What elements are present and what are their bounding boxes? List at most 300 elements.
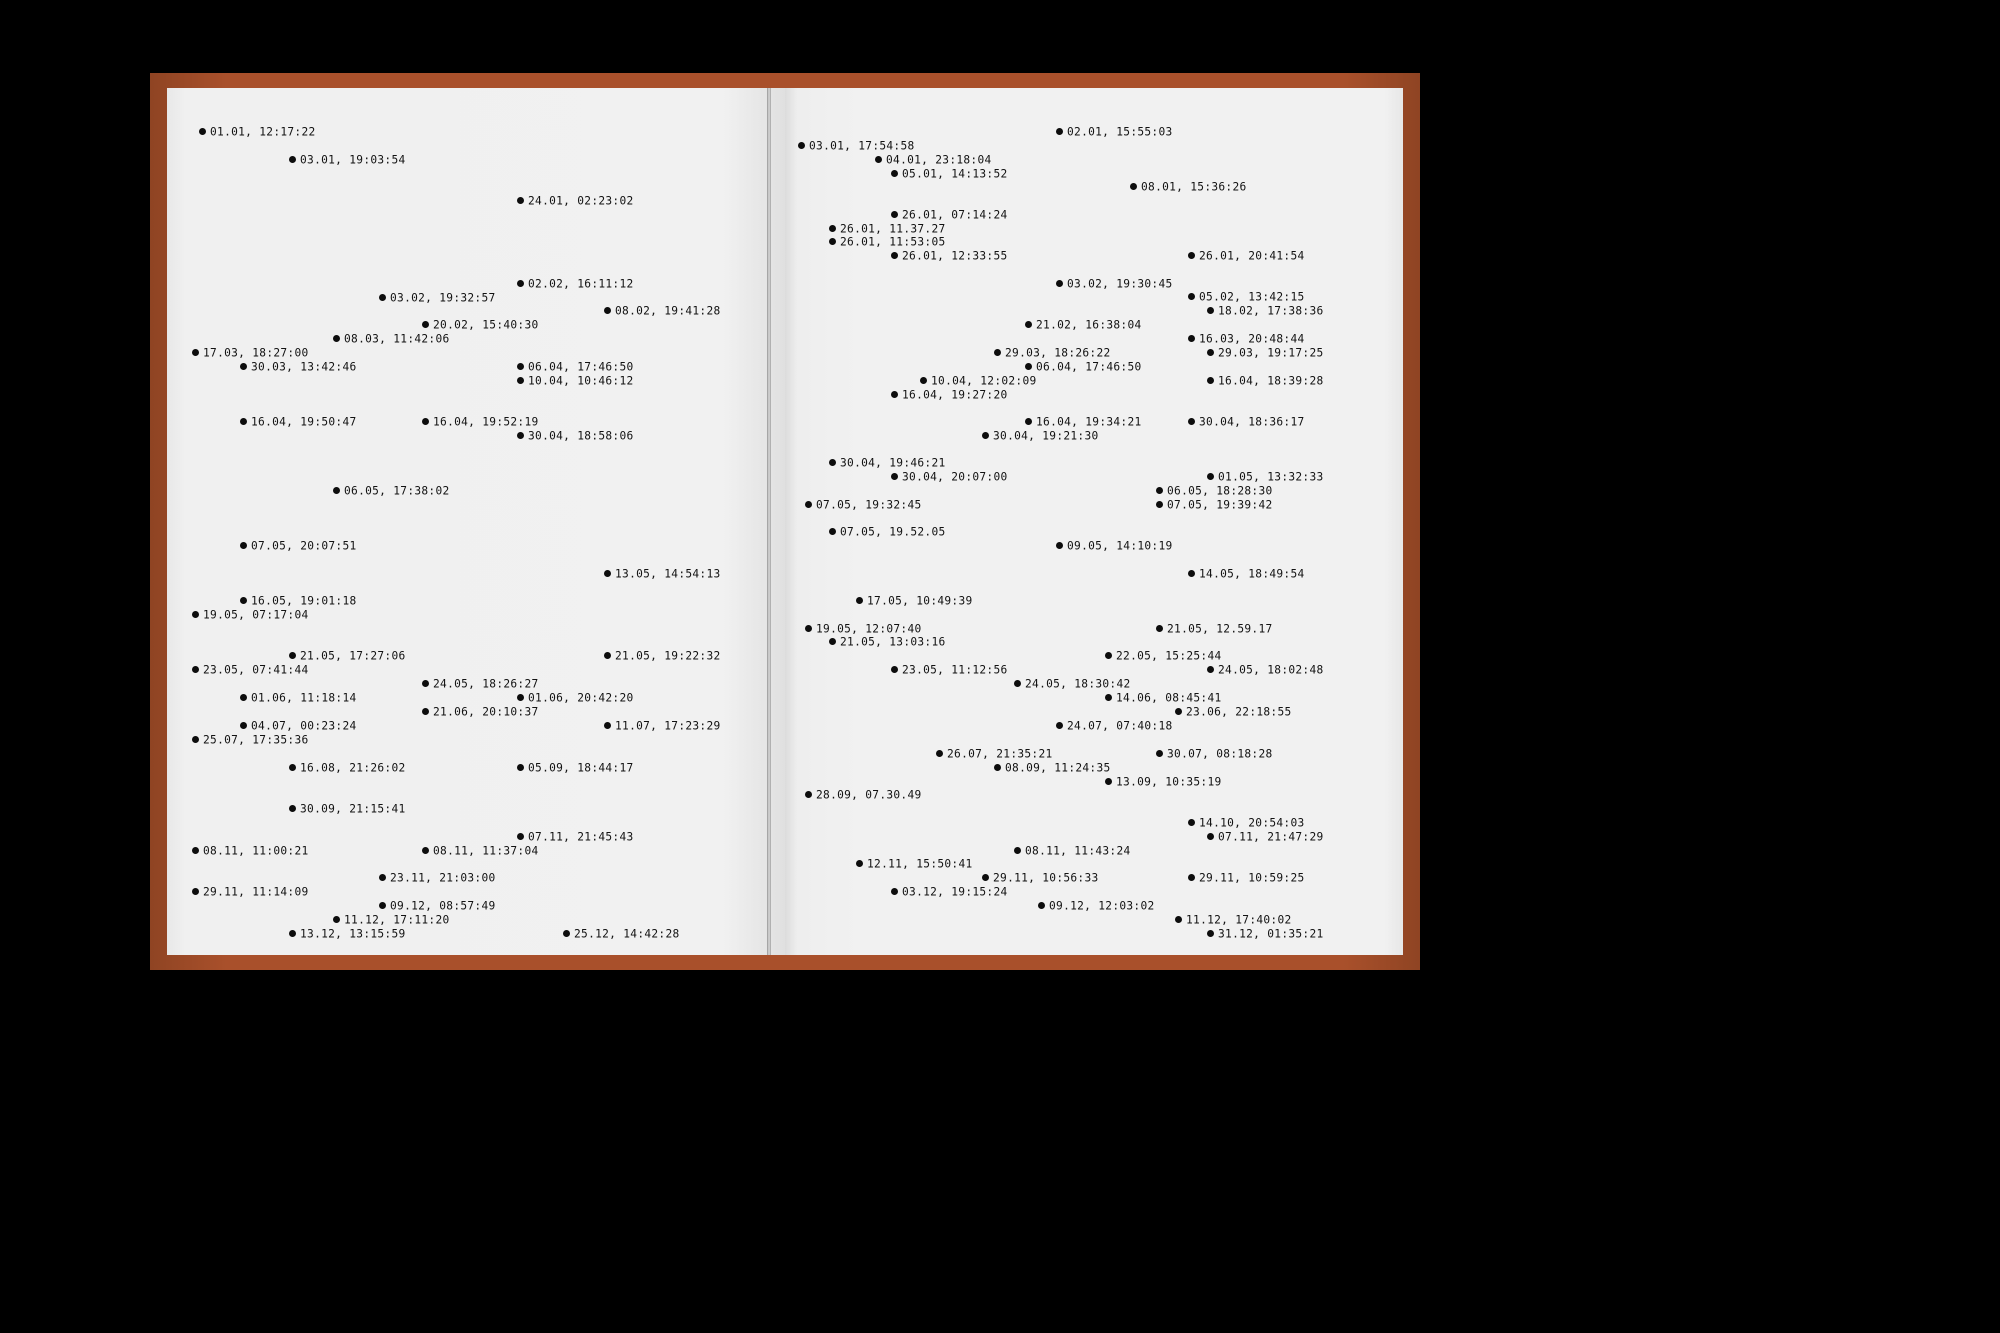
bullet-dot-icon bbox=[1207, 930, 1214, 937]
bullet-dot-icon bbox=[829, 528, 836, 535]
timestamp-entry bbox=[1025, 361, 1142, 373]
bullet-dot-icon bbox=[517, 833, 524, 840]
timestamp-label: 07.05, 19.52.05 bbox=[840, 525, 946, 539]
timestamp-label: 18.02, 17:38:36 bbox=[1218, 304, 1324, 318]
timestamp-entry bbox=[1188, 568, 1305, 580]
bullet-dot-icon bbox=[604, 570, 611, 577]
timestamp-label: 03.12, 19:15:24 bbox=[902, 885, 1008, 899]
bullet-dot-icon bbox=[856, 860, 863, 867]
bullet-dot-icon bbox=[1207, 833, 1214, 840]
timestamp-entry bbox=[1207, 471, 1324, 483]
timestamp-entry bbox=[1056, 540, 1173, 552]
bullet-dot-icon bbox=[936, 750, 943, 757]
bullet-dot-icon bbox=[1188, 570, 1195, 577]
timestamp-entry bbox=[517, 361, 634, 373]
timestamp-entry bbox=[1156, 623, 1273, 635]
timestamp-label: 14.05, 18:49:54 bbox=[1199, 567, 1305, 581]
timestamp-label: 11.12, 17:11:20 bbox=[344, 913, 450, 927]
timestamp-label: 07.11, 21:45:43 bbox=[528, 830, 634, 844]
timestamp-entry bbox=[563, 928, 680, 940]
bullet-dot-icon bbox=[517, 432, 524, 439]
timestamp-entry bbox=[379, 872, 496, 884]
timestamp-label: 03.01, 19:03:54 bbox=[300, 153, 406, 167]
timestamp-label: 07.05, 19:32:45 bbox=[816, 498, 922, 512]
timestamp-label: 06.04, 17:46:50 bbox=[1036, 360, 1142, 374]
timestamp-entry bbox=[289, 762, 406, 774]
bullet-dot-icon bbox=[1038, 902, 1045, 909]
bullet-dot-icon bbox=[192, 847, 199, 854]
timestamp-label: 07.05, 19:39:42 bbox=[1167, 498, 1273, 512]
timestamp-label: 30.07, 08:18:28 bbox=[1167, 747, 1273, 761]
timestamp-entry bbox=[517, 831, 634, 843]
timestamp-label: 08.11, 11:00:21 bbox=[203, 844, 309, 858]
left-page bbox=[167, 88, 785, 955]
timestamp-label: 24.01, 02:23:02 bbox=[528, 194, 634, 208]
timestamp-label: 01.06, 11:18:14 bbox=[251, 691, 357, 705]
timestamp-entry bbox=[982, 872, 1099, 884]
bullet-dot-icon bbox=[982, 874, 989, 881]
timestamp-entry bbox=[829, 457, 946, 469]
bullet-dot-icon bbox=[1056, 280, 1063, 287]
timestamp-entry bbox=[856, 595, 973, 607]
bullet-dot-icon bbox=[1188, 335, 1195, 342]
bullet-dot-icon bbox=[875, 156, 882, 163]
bullet-dot-icon bbox=[240, 722, 247, 729]
timestamp-entry bbox=[1207, 664, 1324, 676]
bullet-dot-icon bbox=[1056, 128, 1063, 135]
timestamp-label: 08.11, 11:43:24 bbox=[1025, 844, 1131, 858]
timestamp-label: 30.03, 13:42:46 bbox=[251, 360, 357, 374]
timestamp-entry bbox=[829, 526, 946, 538]
bullet-dot-icon bbox=[829, 638, 836, 645]
timestamp-entry bbox=[1175, 914, 1292, 926]
timestamp-entry bbox=[1188, 817, 1305, 829]
timestamp-label: 21.05, 13:03:16 bbox=[840, 635, 946, 649]
timestamp-entry bbox=[1156, 499, 1273, 511]
timestamp-entry bbox=[422, 706, 539, 718]
timestamp-label: 10.04, 12:02:09 bbox=[931, 374, 1037, 388]
timestamp-label: 12.11, 15:50:41 bbox=[867, 857, 973, 871]
bullet-dot-icon bbox=[1056, 722, 1063, 729]
timestamp-label: 17.05, 10:49:39 bbox=[867, 594, 973, 608]
bullet-dot-icon bbox=[192, 888, 199, 895]
timestamp-entry bbox=[1014, 678, 1131, 690]
bullet-dot-icon bbox=[920, 377, 927, 384]
timestamp-entry bbox=[875, 154, 992, 166]
bullet-dot-icon bbox=[982, 432, 989, 439]
timestamp-label: 26.01, 12:33:55 bbox=[902, 249, 1008, 263]
timestamp-label: 03.02, 19:30:45 bbox=[1067, 277, 1173, 291]
timestamp-label: 29.03, 19:17:25 bbox=[1218, 346, 1324, 360]
timestamp-label: 02.02, 16:11:12 bbox=[528, 277, 634, 291]
bullet-dot-icon bbox=[240, 694, 247, 701]
bullet-dot-icon bbox=[604, 652, 611, 659]
timestamp-label: 08.02, 19:41:28 bbox=[615, 304, 721, 318]
bullet-dot-icon bbox=[333, 487, 340, 494]
timestamp-label: 01.01, 12:17:22 bbox=[210, 125, 316, 139]
timestamp-label: 30.04, 19:21:30 bbox=[993, 429, 1099, 443]
timestamp-entry bbox=[1188, 333, 1305, 345]
right-page bbox=[785, 88, 1403, 955]
timestamp-entry bbox=[199, 126, 316, 138]
timestamp-entry bbox=[240, 692, 357, 704]
timestamp-entry bbox=[1025, 319, 1142, 331]
bullet-dot-icon bbox=[805, 625, 812, 632]
bullet-dot-icon bbox=[517, 197, 524, 204]
timestamp-entry bbox=[1207, 347, 1324, 359]
timestamp-label: 26.01, 11.37.27 bbox=[840, 222, 946, 236]
timestamp-entry bbox=[1207, 928, 1324, 940]
timestamp-label: 05.01, 14:13:52 bbox=[902, 167, 1008, 181]
bullet-dot-icon bbox=[1188, 819, 1195, 826]
timestamp-entry bbox=[1105, 776, 1222, 788]
timestamp-entry bbox=[422, 416, 539, 428]
timestamp-label: 30.04, 18:58:06 bbox=[528, 429, 634, 443]
bullet-dot-icon bbox=[1188, 418, 1195, 425]
bullet-dot-icon bbox=[1207, 377, 1214, 384]
timestamp-label: 10.04, 10:46:12 bbox=[528, 374, 634, 388]
bullet-dot-icon bbox=[1130, 183, 1137, 190]
timestamp-entry bbox=[192, 609, 309, 621]
timestamp-label: 03.02, 19:32:57 bbox=[390, 291, 496, 305]
timestamp-entry bbox=[289, 803, 406, 815]
timestamp-entry bbox=[829, 636, 946, 648]
bullet-dot-icon bbox=[240, 597, 247, 604]
bullet-dot-icon bbox=[1105, 778, 1112, 785]
timestamp-label: 07.05, 20:07:51 bbox=[251, 539, 357, 553]
timestamp-label: 30.04, 20:07:00 bbox=[902, 470, 1008, 484]
timestamp-label: 25.12, 14:42:28 bbox=[574, 927, 680, 941]
timestamp-label: 19.05, 07:17:04 bbox=[203, 608, 309, 622]
timestamp-label: 19.05, 12:07:40 bbox=[816, 622, 922, 636]
timestamp-label: 30.04, 18:36:17 bbox=[1199, 415, 1305, 429]
timestamp-label: 06.04, 17:46:50 bbox=[528, 360, 634, 374]
bullet-dot-icon bbox=[891, 170, 898, 177]
bullet-dot-icon bbox=[1105, 694, 1112, 701]
bullet-dot-icon bbox=[192, 666, 199, 673]
bullet-dot-icon bbox=[1175, 916, 1182, 923]
timestamp-entry bbox=[192, 347, 309, 359]
timestamp-label: 14.10, 20:54:03 bbox=[1199, 816, 1305, 830]
bullet-dot-icon bbox=[798, 142, 805, 149]
timestamp-label: 21.06, 20:10:37 bbox=[433, 705, 539, 719]
timestamp-label: 16.04, 19:27:20 bbox=[902, 388, 1008, 402]
timestamp-label: 24.07, 07:40:18 bbox=[1067, 719, 1173, 733]
timestamp-entry bbox=[604, 650, 721, 662]
timestamp-label: 05.02, 13:42:15 bbox=[1199, 290, 1305, 304]
bullet-dot-icon bbox=[1188, 252, 1195, 259]
timestamp-entry bbox=[289, 154, 406, 166]
timestamp-label: 31.12, 01:35:21 bbox=[1218, 927, 1324, 941]
timestamp-entry bbox=[192, 886, 309, 898]
bullet-dot-icon bbox=[1207, 307, 1214, 314]
bullet-dot-icon bbox=[289, 652, 296, 659]
timestamp-entry bbox=[798, 140, 915, 152]
bullet-dot-icon bbox=[1056, 542, 1063, 549]
bullet-dot-icon bbox=[994, 349, 1001, 356]
timestamp-entry bbox=[1056, 720, 1173, 732]
bullet-dot-icon bbox=[1014, 847, 1021, 854]
timestamp-entry bbox=[333, 914, 450, 926]
timestamp-entry bbox=[517, 692, 634, 704]
timestamp-entry bbox=[920, 375, 1037, 387]
timestamp-label: 23.06, 22:18:55 bbox=[1186, 705, 1292, 719]
timestamp-label: 24.05, 18:26:27 bbox=[433, 677, 539, 691]
bullet-dot-icon bbox=[517, 694, 524, 701]
timestamp-label: 08.11, 11:37:04 bbox=[433, 844, 539, 858]
timestamp-entry bbox=[192, 664, 309, 676]
timestamp-label: 01.05, 13:32:33 bbox=[1218, 470, 1324, 484]
bullet-dot-icon bbox=[379, 294, 386, 301]
timestamp-entry bbox=[240, 361, 357, 373]
timestamp-label: 08.01, 15:36:26 bbox=[1141, 180, 1247, 194]
bullet-dot-icon bbox=[379, 902, 386, 909]
timestamp-label: 09.12, 08:57:49 bbox=[390, 899, 496, 913]
timestamp-label: 13.05, 14:54:13 bbox=[615, 567, 721, 581]
timestamp-entry bbox=[1105, 650, 1222, 662]
timestamp-entry bbox=[1207, 831, 1324, 843]
timestamp-label: 05.09, 18:44:17 bbox=[528, 761, 634, 775]
book-pages bbox=[167, 88, 1403, 955]
timestamp-label: 21.05, 17:27:06 bbox=[300, 649, 406, 663]
bullet-dot-icon bbox=[891, 391, 898, 398]
bullet-dot-icon bbox=[240, 363, 247, 370]
bullet-dot-icon bbox=[1025, 321, 1032, 328]
timestamp-label: 26.07, 21:35:21 bbox=[947, 747, 1053, 761]
bullet-dot-icon bbox=[1156, 750, 1163, 757]
timestamp-entry bbox=[240, 720, 357, 732]
timestamp-label: 30.04, 19:46:21 bbox=[840, 456, 946, 470]
timestamp-label: 23.11, 21:03:00 bbox=[390, 871, 496, 885]
timestamp-label: 16.04, 19:34:21 bbox=[1036, 415, 1142, 429]
timestamp-entry bbox=[891, 389, 1008, 401]
timestamp-entry bbox=[891, 250, 1008, 262]
bullet-dot-icon bbox=[1188, 874, 1195, 881]
timestamp-label: 06.05, 18:28:30 bbox=[1167, 484, 1273, 498]
bullet-dot-icon bbox=[829, 459, 836, 466]
timestamp-entry bbox=[289, 928, 406, 940]
timestamp-label: 13.12, 13:15:59 bbox=[300, 927, 406, 941]
timestamp-label: 16.04, 19:50:47 bbox=[251, 415, 357, 429]
timestamp-entry bbox=[982, 430, 1099, 442]
timestamp-entry bbox=[1056, 126, 1173, 138]
bullet-dot-icon bbox=[805, 501, 812, 508]
timestamp-entry bbox=[517, 762, 634, 774]
bullet-dot-icon bbox=[1025, 418, 1032, 425]
timestamp-entry bbox=[1188, 250, 1305, 262]
bullet-dot-icon bbox=[1156, 501, 1163, 508]
timestamp-entry bbox=[422, 845, 539, 857]
timestamp-entry bbox=[829, 223, 946, 235]
timestamp-entry bbox=[422, 319, 539, 331]
timestamp-entry bbox=[517, 430, 634, 442]
bullet-dot-icon bbox=[805, 791, 812, 798]
bullet-dot-icon bbox=[192, 736, 199, 743]
timestamp-label: 28.09, 07.30.49 bbox=[816, 788, 922, 802]
timestamp-entry bbox=[805, 789, 922, 801]
timestamp-label: 16.03, 20:48:44 bbox=[1199, 332, 1305, 346]
timestamp-entry bbox=[1130, 181, 1247, 193]
timestamp-entry bbox=[379, 292, 496, 304]
timestamp-label: 09.05, 14:10:19 bbox=[1067, 539, 1173, 553]
timestamp-entry bbox=[604, 305, 721, 317]
timestamp-label: 23.05, 07:41:44 bbox=[203, 663, 309, 677]
bullet-dot-icon bbox=[1105, 652, 1112, 659]
timestamp-entry bbox=[1188, 872, 1305, 884]
timestamp-label: 26.01, 20:41:54 bbox=[1199, 249, 1305, 263]
timestamp-label: 23.05, 11:12:56 bbox=[902, 663, 1008, 677]
timestamp-label: 20.02, 15:40:30 bbox=[433, 318, 539, 332]
timestamp-entry bbox=[891, 886, 1008, 898]
timestamp-entry bbox=[422, 678, 539, 690]
bullet-dot-icon bbox=[829, 225, 836, 232]
bullet-dot-icon bbox=[289, 930, 296, 937]
bullet-dot-icon bbox=[517, 377, 524, 384]
timestamp-label: 07.11, 21:47:29 bbox=[1218, 830, 1324, 844]
timestamp-entry bbox=[517, 278, 634, 290]
timestamp-entry bbox=[1105, 692, 1222, 704]
timestamp-entry bbox=[1025, 416, 1142, 428]
bullet-dot-icon bbox=[192, 611, 199, 618]
timestamp-entry bbox=[240, 416, 357, 428]
timestamp-label: 14.06, 08:45:41 bbox=[1116, 691, 1222, 705]
timestamp-label: 25.07, 17:35:36 bbox=[203, 733, 309, 747]
timestamp-entry bbox=[891, 664, 1008, 676]
timestamp-label: 11.07, 17:23:29 bbox=[615, 719, 721, 733]
timestamp-entry bbox=[1014, 845, 1131, 857]
timestamp-entry bbox=[517, 375, 634, 387]
bullet-dot-icon bbox=[1207, 473, 1214, 480]
timestamp-label: 11.12, 17:40:02 bbox=[1186, 913, 1292, 927]
timestamp-label: 29.03, 18:26:22 bbox=[1005, 346, 1111, 360]
timestamp-entry bbox=[192, 734, 309, 746]
timestamp-label: 04.07, 00:23:24 bbox=[251, 719, 357, 733]
bullet-dot-icon bbox=[891, 211, 898, 218]
timestamp-label: 08.03, 11:42:06 bbox=[344, 332, 450, 346]
bullet-dot-icon bbox=[1207, 349, 1214, 356]
bullet-dot-icon bbox=[422, 321, 429, 328]
timestamp-entry bbox=[333, 333, 450, 345]
timestamp-entry bbox=[240, 540, 357, 552]
bullet-dot-icon bbox=[1207, 666, 1214, 673]
timestamp-label: 08.09, 11:24:35 bbox=[1005, 761, 1111, 775]
timestamp-label: 29.11, 11:14:09 bbox=[203, 885, 309, 899]
bullet-dot-icon bbox=[422, 680, 429, 687]
timestamp-label: 24.05, 18:02:48 bbox=[1218, 663, 1324, 677]
timestamp-label: 29.11, 10:59:25 bbox=[1199, 871, 1305, 885]
bullet-dot-icon bbox=[563, 930, 570, 937]
timestamp-entry bbox=[891, 471, 1008, 483]
timestamp-entry bbox=[1056, 278, 1173, 290]
bullet-dot-icon bbox=[1025, 363, 1032, 370]
timestamp-entry bbox=[333, 485, 450, 497]
timestamp-label: 01.06, 20:42:20 bbox=[528, 691, 634, 705]
bullet-dot-icon bbox=[240, 542, 247, 549]
timestamp-entry bbox=[936, 748, 1053, 760]
open-book bbox=[150, 73, 1420, 970]
bullet-dot-icon bbox=[1156, 487, 1163, 494]
timestamp-label: 21.05, 12.59.17 bbox=[1167, 622, 1273, 636]
timestamp-label: 22.05, 15:25:44 bbox=[1116, 649, 1222, 663]
timestamp-entry bbox=[192, 845, 309, 857]
timestamp-entry bbox=[1156, 485, 1273, 497]
timestamp-label: 29.11, 10:56:33 bbox=[993, 871, 1099, 885]
timestamp-label: 26.01, 07:14:24 bbox=[902, 208, 1008, 222]
bullet-dot-icon bbox=[891, 888, 898, 895]
bullet-dot-icon bbox=[517, 363, 524, 370]
timestamp-entry bbox=[891, 209, 1008, 221]
timestamp-label: 21.05, 19:22:32 bbox=[615, 649, 721, 663]
timestamp-entry bbox=[1175, 706, 1292, 718]
bullet-dot-icon bbox=[422, 847, 429, 854]
timestamp-entry bbox=[604, 720, 721, 732]
timestamp-label: 02.01, 15:55:03 bbox=[1067, 125, 1173, 139]
bullet-dot-icon bbox=[891, 666, 898, 673]
bullet-dot-icon bbox=[994, 764, 1001, 771]
timestamp-entry bbox=[240, 595, 357, 607]
timestamp-entry bbox=[1188, 416, 1305, 428]
bullet-dot-icon bbox=[517, 280, 524, 287]
timestamp-label: 03.01, 17:54:58 bbox=[809, 139, 915, 153]
timestamp-entry bbox=[856, 858, 973, 870]
bullet-dot-icon bbox=[289, 805, 296, 812]
timestamp-label: 16.05, 19:01:18 bbox=[251, 594, 357, 608]
timestamp-entry bbox=[1207, 375, 1324, 387]
timestamp-label: 24.05, 18:30:42 bbox=[1025, 677, 1131, 691]
timestamp-entry bbox=[994, 762, 1111, 774]
bullet-dot-icon bbox=[829, 238, 836, 245]
timestamp-entry bbox=[805, 499, 922, 511]
timestamp-entry bbox=[604, 568, 721, 580]
timestamp-label: 16.08, 21:26:02 bbox=[300, 761, 406, 775]
timestamp-label: 13.09, 10:35:19 bbox=[1116, 775, 1222, 789]
timestamp-label: 17.03, 18:27:00 bbox=[203, 346, 309, 360]
bullet-dot-icon bbox=[891, 252, 898, 259]
timestamp-label: 09.12, 12:03:02 bbox=[1049, 899, 1155, 913]
bullet-dot-icon bbox=[240, 418, 247, 425]
bullet-dot-icon bbox=[422, 418, 429, 425]
timestamp-entry bbox=[1207, 305, 1324, 317]
bullet-dot-icon bbox=[1175, 708, 1182, 715]
bullet-dot-icon bbox=[289, 156, 296, 163]
timestamp-label: 30.09, 21:15:41 bbox=[300, 802, 406, 816]
bullet-dot-icon bbox=[604, 722, 611, 729]
timestamp-entry bbox=[1188, 291, 1305, 303]
timestamp-label: 16.04, 18:39:28 bbox=[1218, 374, 1324, 388]
bullet-dot-icon bbox=[333, 335, 340, 342]
bullet-dot-icon bbox=[379, 874, 386, 881]
timestamp-entry bbox=[379, 900, 496, 912]
bullet-dot-icon bbox=[1156, 625, 1163, 632]
bullet-dot-icon bbox=[1014, 680, 1021, 687]
bullet-dot-icon bbox=[604, 307, 611, 314]
bullet-dot-icon bbox=[199, 128, 206, 135]
timestamp-entry bbox=[1038, 900, 1155, 912]
bullet-dot-icon bbox=[517, 764, 524, 771]
timestamp-entry bbox=[517, 195, 634, 207]
bullet-dot-icon bbox=[333, 916, 340, 923]
timestamp-entry bbox=[891, 168, 1008, 180]
bullet-dot-icon bbox=[289, 764, 296, 771]
timestamp-entry bbox=[829, 236, 946, 248]
timestamp-entry bbox=[994, 347, 1111, 359]
bullet-dot-icon bbox=[422, 708, 429, 715]
bullet-dot-icon bbox=[856, 597, 863, 604]
timestamp-entry bbox=[289, 650, 406, 662]
timestamp-label: 04.01, 23:18:04 bbox=[886, 153, 992, 167]
timestamp-label: 16.04, 19:52:19 bbox=[433, 415, 539, 429]
bullet-dot-icon bbox=[1188, 293, 1195, 300]
